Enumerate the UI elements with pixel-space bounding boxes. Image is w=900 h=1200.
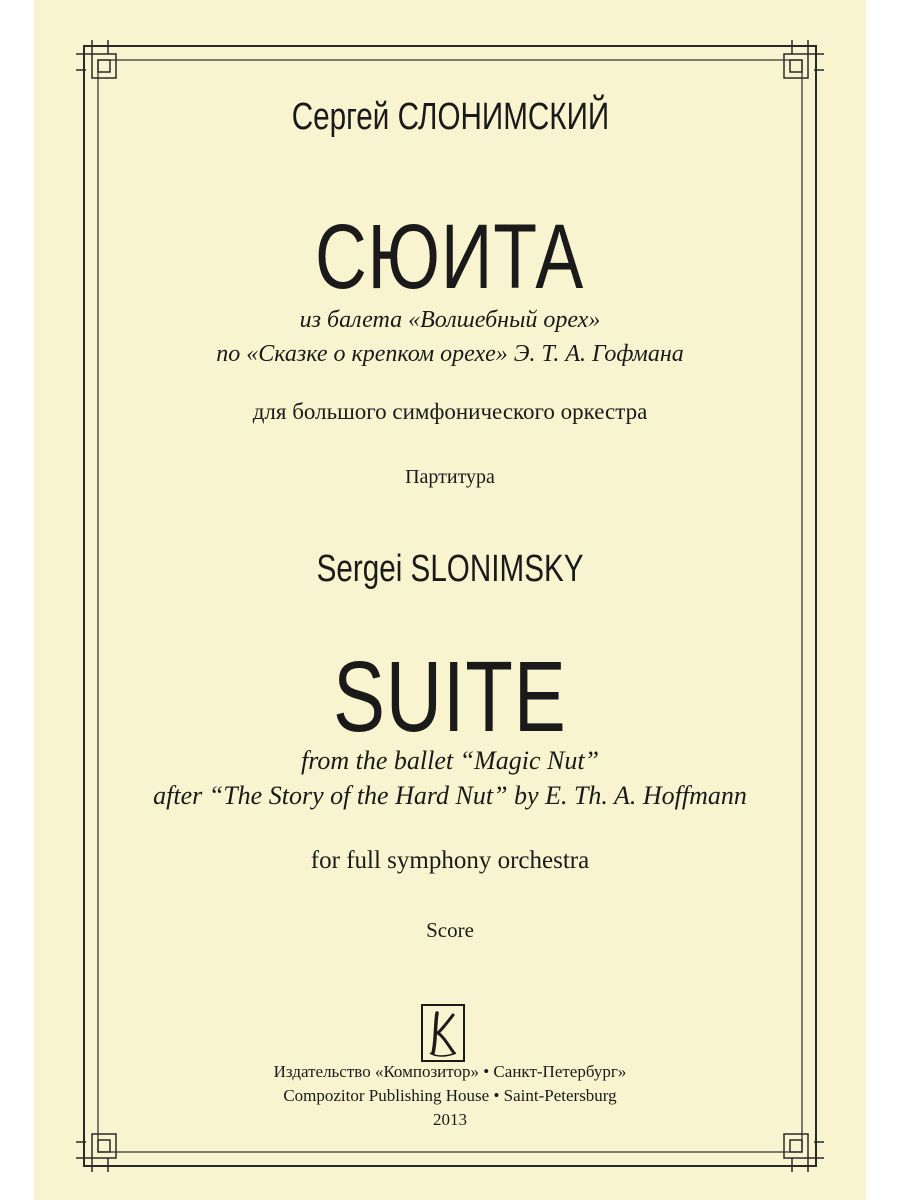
title-en (110, 640, 790, 755)
subtitle-en-line2: after “The Story of the Hard Nut” by E. Th. A. Hoffmann (153, 781, 747, 810)
composer-name-en (110, 548, 790, 591)
subtitle-ru-line1: из балета «Волшебный орех» (299, 307, 601, 333)
publication-year: 2013 (433, 1110, 467, 1129)
publisher-line-ru: Издательство «Композитор» • Санкт-Петербург» (273, 1062, 627, 1081)
publisher-line-en: Compozitor Publishing House • Saint-Petersburg (283, 1086, 617, 1105)
orchestra-en: for full symphony orchestra (310, 847, 590, 874)
score-label-en: Score (426, 918, 474, 942)
title-en-text: SUITE (333, 641, 567, 753)
score-label-ru: Партитура (405, 466, 495, 488)
title-ru (110, 205, 790, 310)
title-ru-text: СЮИТА (315, 206, 585, 308)
composer-name-ru (110, 96, 790, 139)
orchestra-ru: для большого симфонического оркестра (252, 399, 648, 424)
composer-name-ru-text: Сергей СЛОНИМСКИЙ (291, 96, 609, 138)
subtitle-ru-line2: по «Сказке о крепком орехе» Э. Т. А. Гофмана (216, 341, 684, 367)
publisher-k-logo-icon (420, 1003, 466, 1063)
subtitle-en-line1: from the ballet “Magic Nut” (300, 746, 600, 775)
composer-name-en-text: Sergei SLONIMSKY (316, 548, 584, 590)
